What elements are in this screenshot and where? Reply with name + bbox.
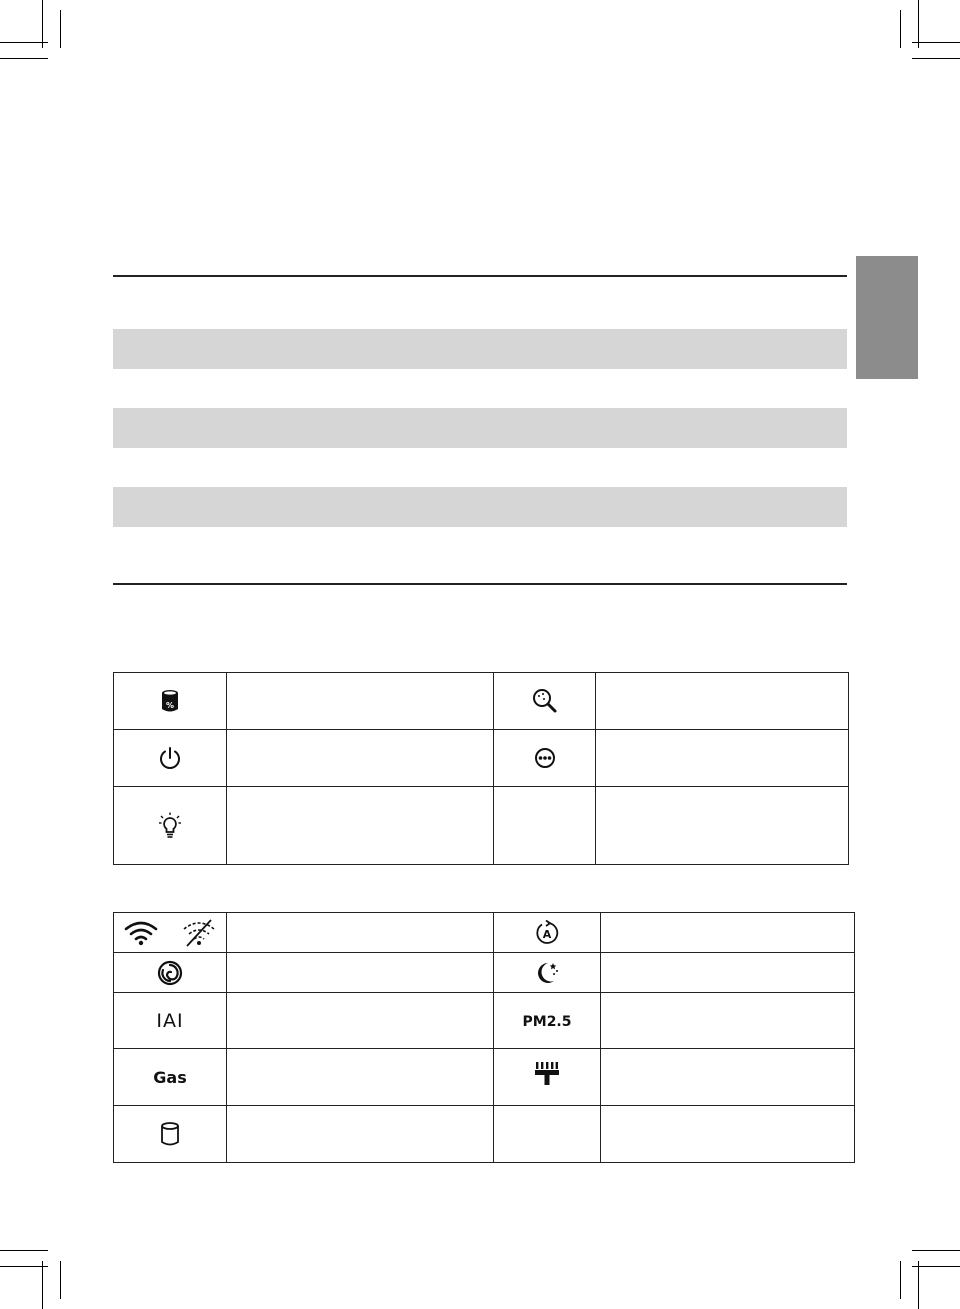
top-rule xyxy=(113,275,847,277)
auto-mode-icon xyxy=(534,920,560,946)
table-row xyxy=(114,913,855,953)
crop-mark xyxy=(0,42,48,43)
section-band-2 xyxy=(113,408,847,448)
section-band-1 xyxy=(113,329,847,369)
bottom-rule xyxy=(113,583,847,585)
icon-cell xyxy=(114,953,227,993)
crop-mark xyxy=(912,42,960,43)
crop-mark xyxy=(60,1261,61,1299)
icon-cell xyxy=(114,1106,227,1163)
crop-mark xyxy=(912,58,960,59)
description-cell xyxy=(227,730,494,787)
svg-text:A: A xyxy=(542,927,552,941)
swirl-fan-icon xyxy=(157,960,183,986)
icon-cell xyxy=(494,913,601,953)
description-cell xyxy=(227,953,494,993)
icon-cell xyxy=(494,730,596,787)
table-row xyxy=(114,1106,855,1163)
filter-icon xyxy=(159,1121,181,1147)
crop-mark xyxy=(60,10,61,48)
more-options-icon xyxy=(532,746,558,770)
icon-cell xyxy=(114,673,227,730)
gas-indicator-label: Gas xyxy=(153,1067,187,1087)
sleep-mode-icon xyxy=(534,960,560,986)
icon-cell xyxy=(494,673,596,730)
description-cell xyxy=(596,673,849,730)
crop-mark xyxy=(918,1261,919,1309)
description-cell xyxy=(596,730,849,787)
description-cell xyxy=(227,1049,494,1106)
description-cell xyxy=(227,787,494,865)
description-cell xyxy=(601,953,855,993)
power-icon xyxy=(158,746,182,770)
magnifier-search-icon xyxy=(532,688,558,714)
table-row xyxy=(114,953,855,993)
table-row xyxy=(114,730,849,787)
icon-cell xyxy=(114,787,227,865)
buttons-table xyxy=(113,672,849,865)
crop-mark xyxy=(0,1266,48,1267)
icon-cell xyxy=(494,787,596,865)
pre-filter-brush-icon xyxy=(534,1061,560,1087)
description-cell xyxy=(601,1049,855,1106)
table-row xyxy=(114,1049,855,1106)
icon-cell xyxy=(494,993,601,1049)
description-cell xyxy=(227,1106,494,1163)
filter-percentage-icon xyxy=(159,688,181,714)
crop-mark xyxy=(42,1261,43,1309)
crop-mark xyxy=(900,10,901,48)
description-cell xyxy=(601,993,855,1049)
icon-cell xyxy=(114,730,227,787)
icon-cell xyxy=(114,913,227,953)
description-cell xyxy=(596,787,849,865)
crop-mark xyxy=(42,0,43,48)
description-cell xyxy=(227,913,494,953)
icon-cell xyxy=(494,1106,601,1163)
icon-cell xyxy=(494,1049,601,1106)
crop-mark xyxy=(900,1261,901,1299)
description-cell xyxy=(601,1106,855,1163)
icon-cell xyxy=(114,993,227,1049)
icon-cell xyxy=(494,953,601,993)
table-row xyxy=(114,787,849,865)
indicators-table xyxy=(113,912,855,1163)
section-band-3 xyxy=(113,487,847,527)
crop-mark xyxy=(912,1250,960,1251)
wifi-disconnected-icon xyxy=(182,919,216,947)
table-row xyxy=(114,673,849,730)
description-cell xyxy=(227,673,494,730)
svg-text:%: % xyxy=(165,701,175,710)
crop-mark xyxy=(0,58,48,59)
language-tab xyxy=(856,256,918,379)
icon-cell xyxy=(114,1049,227,1106)
table-row xyxy=(114,993,855,1049)
crop-mark xyxy=(0,1250,48,1251)
pm25-indicator-label: PM2.5 xyxy=(522,1014,572,1030)
crop-mark xyxy=(918,0,919,48)
crop-mark xyxy=(912,1266,960,1267)
wifi-connected-icon xyxy=(124,920,158,946)
light-bulb-icon xyxy=(158,812,182,840)
description-cell xyxy=(601,913,855,953)
description-cell xyxy=(227,993,494,1049)
iai-indicator-label: IAI xyxy=(156,1009,184,1032)
